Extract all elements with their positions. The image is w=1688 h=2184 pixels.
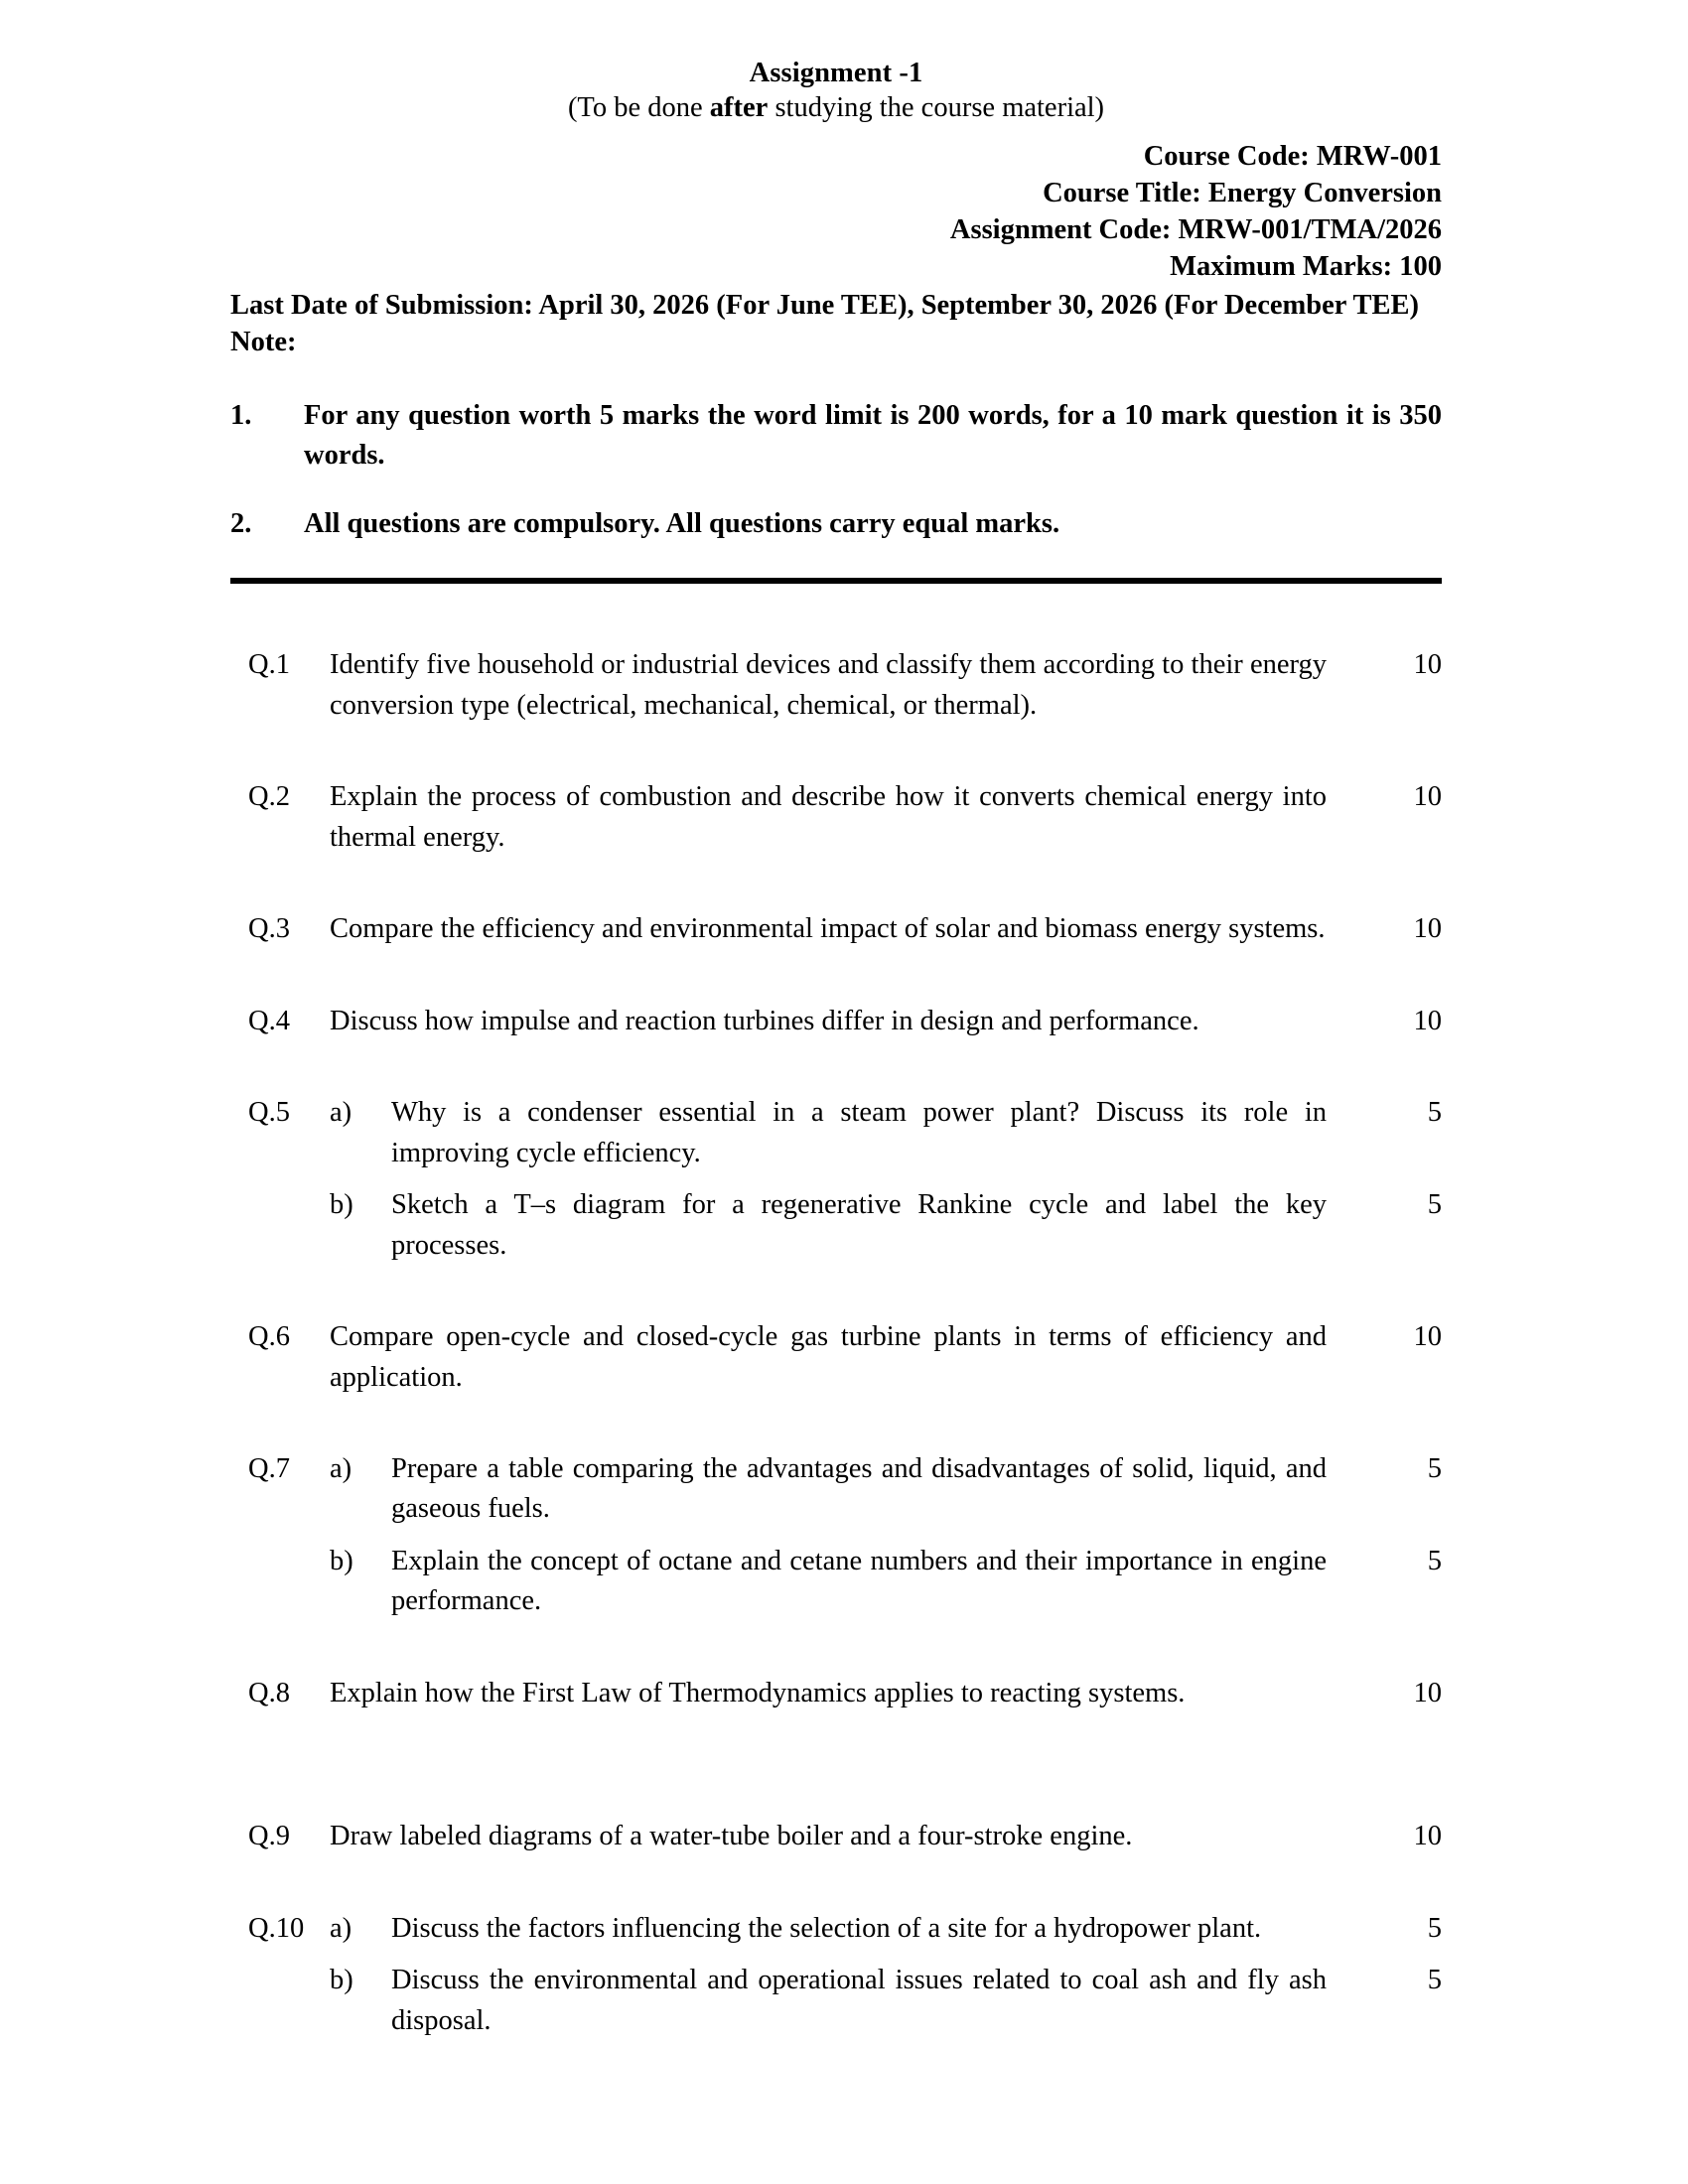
question-number: Q.8 <box>248 1677 290 1708</box>
notes-list <box>230 396 1442 544</box>
last-date-of-submission: Last Date of Submission: April 30, 2026 (For June TEE), September 30, 2026 (For December TEE) <box>230 289 1419 321</box>
question-text: Compare open-cycle and closed-cycle gas turbine plants in terms of efficiency and application. <box>330 1321 1327 1393</box>
question-part-label: a) <box>330 1097 352 1129</box>
question-text: Explain how the First Law of Thermodynamics applies to reacting systems. <box>330 1677 1186 1708</box>
question-row <box>248 1093 1442 1173</box>
question-number: Q.6 <box>248 1321 290 1353</box>
question-text: Draw labeled diagrams of a water-tube boiler and a four-stroke engine. <box>330 1821 1133 1852</box>
note-text: All questions are compulsory. All questions carry equal marks. <box>304 507 1060 539</box>
question-part-label: a) <box>330 1912 352 1944</box>
question-number: Q.10 <box>248 1912 305 1944</box>
question-block <box>248 1002 1442 1041</box>
question-number: Q.4 <box>248 1005 290 1036</box>
question-text: Explain the process of combustion and describe how it converts chemical energy into thermal energy. <box>330 781 1327 853</box>
question-text: Why is a condenser essential in a steam power plant? Discuss its role in improving cycle efficiency. <box>391 1097 1327 1168</box>
questions-list <box>248 645 1442 2041</box>
question-row <box>248 1961 1442 2041</box>
question-block <box>248 645 1442 726</box>
subtitle-part-1: (To be done <box>567 92 710 124</box>
subtitle-part-2: studying the course material) <box>768 92 1105 124</box>
question-marks: 10 <box>1413 1821 1442 1852</box>
question-block <box>248 909 1442 949</box>
note-number: 2. <box>230 507 252 539</box>
question-marks: 10 <box>1413 781 1442 813</box>
question-number: Q.5 <box>248 1097 290 1129</box>
question-marks: 10 <box>1413 649 1442 681</box>
horizontal-rule <box>230 578 1442 584</box>
course-meta-block <box>230 138 1442 285</box>
question-row <box>248 1185 1442 1266</box>
question-text: Explain the concept of octane and cetane numbers and their importance in engine performance. <box>391 1545 1327 1617</box>
question-block <box>248 1449 1442 1622</box>
page-subtitle <box>230 90 1442 125</box>
question-row <box>248 1542 1442 1622</box>
question-block <box>248 1817 1442 1856</box>
question-marks: 10 <box>1413 913 1442 945</box>
question-block <box>248 1317 1442 1398</box>
maximum-marks: Maximum Marks: 100 <box>1170 250 1442 282</box>
question-number: Q.1 <box>248 649 290 681</box>
question-marks: 5 <box>1427 1965 1442 1996</box>
question-row <box>248 1449 1442 1530</box>
note-item <box>230 396 1442 477</box>
question-text: Discuss the environmental and operational issues related to coal ash and fly ash disposal. <box>391 1965 1327 2036</box>
note-text: For any question worth 5 marks the word limit is 200 words, for a 10 mark question it is 350 words. <box>304 399 1442 472</box>
question-row <box>248 1674 1442 1713</box>
question-text: Discuss how impulse and reaction turbines differ in design and performance. <box>330 1005 1199 1036</box>
question-row <box>248 909 1442 949</box>
question-row <box>248 645 1442 726</box>
course-code: Course Code: MRW-001 <box>1143 140 1442 172</box>
question-marks: 10 <box>1413 1677 1442 1708</box>
question-text: Sketch a T–s diagram for a regenerative Rankine cycle and label the key processes. <box>391 1189 1327 1261</box>
question-text: Discuss the factors influencing the selection of a site for a hydropower plant. <box>391 1912 1262 1944</box>
page-title: Assignment -1 <box>749 58 923 88</box>
question-number: Q.3 <box>248 913 290 945</box>
question-part-label: b) <box>330 1545 353 1576</box>
question-text: Prepare a table comparing the advantages and disadvantages of solid, liquid, and gaseous fuels. <box>391 1452 1327 1525</box>
question-marks: 5 <box>1427 1545 1442 1576</box>
question-marks: 10 <box>1413 1321 1442 1353</box>
course-title: Course Title: Energy Conversion <box>1043 177 1442 208</box>
question-number: Q.7 <box>248 1452 290 1484</box>
question-part-label: a) <box>330 1452 352 1484</box>
question-row <box>248 777 1442 858</box>
question-block <box>248 1093 1442 1266</box>
note-item <box>230 504 1442 544</box>
question-row <box>248 1817 1442 1856</box>
question-row <box>248 1909 1442 1949</box>
question-part-label: b) <box>330 1965 353 1996</box>
question-marks: 5 <box>1427 1452 1442 1484</box>
question-number: Q.2 <box>248 781 290 813</box>
question-part-label: b) <box>330 1189 353 1221</box>
question-marks: 5 <box>1427 1912 1442 1944</box>
question-block <box>248 1909 1442 2041</box>
question-marks: 10 <box>1413 1005 1442 1036</box>
note-heading: Note: <box>230 326 297 357</box>
document-header <box>230 0 1442 360</box>
subtitle-emphasis: after <box>709 92 769 124</box>
question-row <box>248 1317 1442 1398</box>
question-block <box>248 777 1442 858</box>
question-row <box>248 1002 1442 1041</box>
assignment-code: Assignment Code: MRW-001/TMA/2026 <box>949 213 1442 245</box>
question-text: Identify five household or industrial devices and classify them according to their energy conversion type (electrical, mechanical, chemical, or thermal). <box>330 649 1327 721</box>
question-text: Compare the efficiency and environmental impact of solar and biomass energy systems. <box>330 913 1326 945</box>
question-marks: 5 <box>1427 1189 1442 1221</box>
question-marks: 5 <box>1427 1097 1442 1129</box>
question-block <box>248 1674 1442 1713</box>
note-number: 1. <box>230 399 252 431</box>
question-number: Q.9 <box>248 1821 290 1852</box>
